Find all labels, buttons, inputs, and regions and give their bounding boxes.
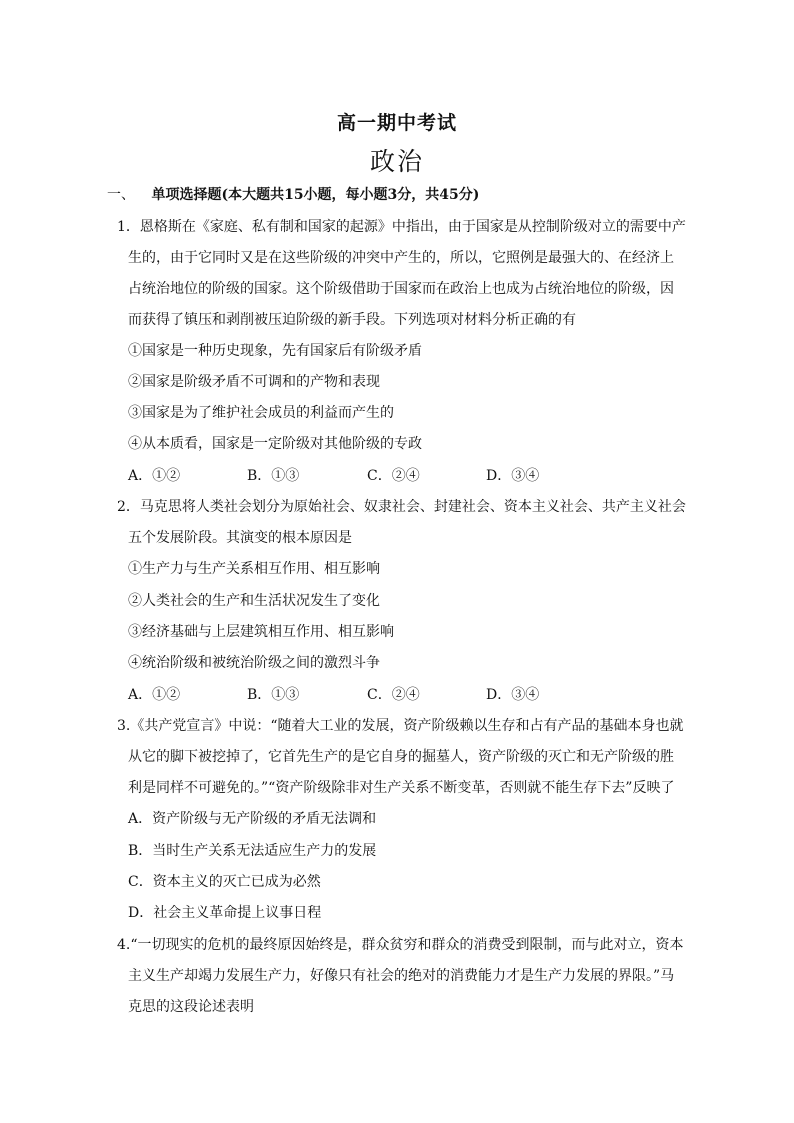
question-2-option-a: A．①② xyxy=(128,687,181,703)
question-2-line-1: 2．马克思将人类社会划分为原始社会、奴隶社会、封建社会、资本主义社会、共产主义社会 xyxy=(117,499,686,515)
question-1-statement-4: ④从本质看，国家是一定阶级对其他阶级的专政 xyxy=(128,436,422,452)
question-3-choice-c: C．资本主义的灭亡已成为必然 xyxy=(128,874,321,890)
question-1-option-c: C．②④ xyxy=(367,468,420,484)
section-heading-text: 单项选择题(本大题共15小题，每小题3分，共45分) xyxy=(151,187,480,203)
question-1-option-a: A．①② xyxy=(128,468,181,484)
question-1-line-3: 占统治地位的阶级的国家。这个阶级借助于国家而在政治上也成为占统治地位的阶级，因 xyxy=(128,281,674,297)
question-2-option-c: C．②④ xyxy=(367,687,420,703)
question-2-option-b: B．①③ xyxy=(247,687,300,703)
question-1-statement-1: ①国家是一种历史现象，先有国家后有阶级矛盾 xyxy=(128,343,422,359)
question-2-statement-4: ④统治阶级和被统治阶级之间的激烈斗争 xyxy=(128,655,380,671)
question-3-choice-d: D．社会主义革命提上议事日程 xyxy=(128,905,322,921)
question-4-line-2: 主义生产却竭力发展生产力，好像只有社会的绝对的消费能力才是生产力发展的界限。”马 xyxy=(128,968,675,984)
question-2-statement-2: ②人类社会的生产和生活状况发生了变化 xyxy=(128,593,380,609)
question-4-line-3: 克思的这段论述表明 xyxy=(128,999,254,1015)
question-3-line-2: 从它的脚下被挖掉了，它首先生产的是它自身的掘墓人，资产阶级的灭亡和无产阶级的胜 xyxy=(128,749,674,765)
question-3-choice-b: B．当时生产关系无法适应生产力的发展 xyxy=(128,843,377,859)
exam-title: 高一期中考试 xyxy=(336,112,457,134)
question-1-line-1: 1．恩格斯在《家庭、私有制和国家的起源》中指出，由于国家是从控制阶级对立的需要中产 xyxy=(117,219,686,235)
question-1-statement-2: ②国家是阶级矛盾不可调和的产物和表现 xyxy=(128,374,380,390)
question-2-line-2: 五个发展阶段。其演变的根本原因是 xyxy=(128,530,352,546)
question-3-choice-a: A．资产阶级与无产阶级的矛盾无法调和 xyxy=(128,811,377,827)
question-2-option-d: D．③④ xyxy=(486,687,540,703)
question-3-line-3: 利是同样不可避免的。”“资产阶级除非对生产关系不断变革，否则就不能生存下去”反映了 xyxy=(128,780,675,796)
question-1-statement-3: ③国家是为了维护社会成员的利益而产生的 xyxy=(128,405,394,421)
question-2-statement-3: ③经济基础与上层建筑相互作用、相互影响 xyxy=(128,624,394,640)
question-2-statement-1: ①生产力与生产关系相互作用、相互影响 xyxy=(128,561,380,577)
section-number: 一、 xyxy=(107,187,135,203)
question-1-option-b: B．①③ xyxy=(247,468,300,484)
question-3-line-1: 3.《共产党宣言》中说：“随着大工业的发展，资产阶级赖以生存和占有产品的基础本身也就 xyxy=(117,718,684,734)
question-1-option-d: D．③④ xyxy=(486,468,540,484)
subject-title: 政治 xyxy=(369,147,424,176)
section-heading xyxy=(107,186,479,204)
question-1-line-4: 而获得了镇压和剥削被压迫阶级的新手段。下列选项对材料分析正确的有 xyxy=(128,312,576,328)
question-1-line-2: 生的，由于它同时又是在这些阶级的冲突中产生的，所以，它照例是最强大的、在经济上 xyxy=(128,250,674,266)
question-4-line-1: 4.“一切现实的危机的最终原因始终是，群众贫穷和群众的消费受到限制，而与此对立，资本 xyxy=(117,937,684,953)
